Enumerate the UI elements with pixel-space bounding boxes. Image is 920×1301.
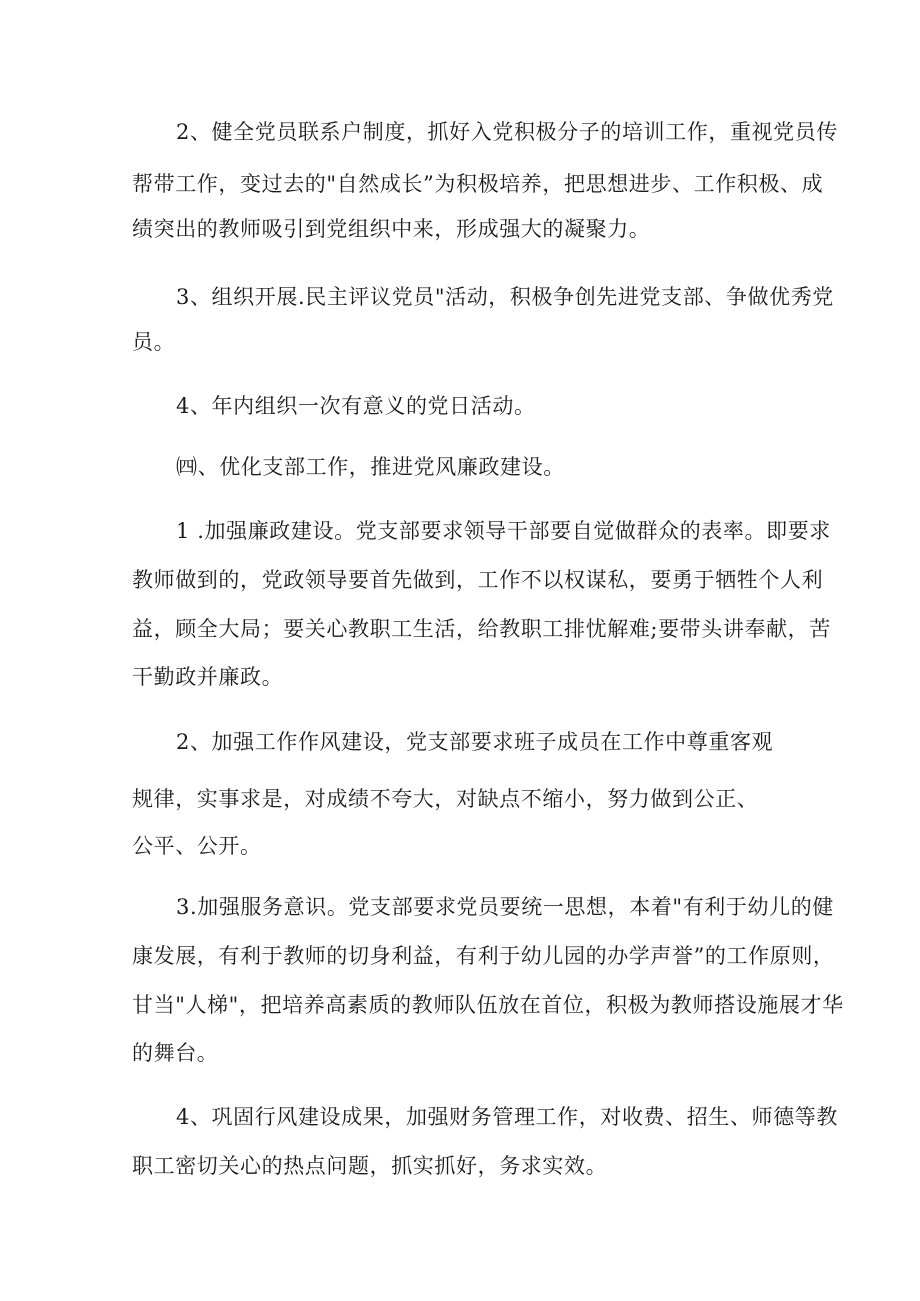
paragraph-8-line-1: 公平、公开。 bbox=[132, 834, 262, 858]
paragraph-5-line-4: 干勤政并廉政。 bbox=[132, 665, 284, 689]
paragraph-9-line-3: 甘当"人梯"，把培养高素质的教师队伍放在首位，积极为教师搭设施展才华 bbox=[132, 993, 844, 1017]
paragraph-10-line-2: 职工密切关心的热点问题，抓实抓好，务求实效。 bbox=[132, 1154, 608, 1178]
paragraph-1-line-2: 帮带工作，变过去的"自然成长”为积极培养，把思想进步、工作积极、成 bbox=[132, 172, 824, 196]
paragraph-7-line-1: 规律，实事求是，对成绩不夸大，对缺点不缩小，努力做到公正、 bbox=[132, 787, 759, 811]
paragraph-6-line-1: 2、加强工作作风建设，党支部要求班子成员在工作中尊重客观 bbox=[176, 730, 774, 754]
paragraph-5-line-1: 1 .加强廉政建设。党支部要求领导干部要自觉做群众的表率。即要求 bbox=[176, 519, 831, 543]
paragraph-9-line-4: 的舞台。 bbox=[132, 1041, 219, 1065]
paragraph-1-line-1: 2、健全党员联系户制度，抓好入党积极分子的培训工作，重视党员传 bbox=[176, 120, 838, 144]
paragraph-10-line-1: 4、巩固行风建设成果，加强财务管理工作，对收费、招生、师德等教 bbox=[176, 1105, 838, 1129]
paragraph-2-line-1: 3、组织开展.民主评议党员"活动，积极争创先进党支部、争做优秀党 bbox=[176, 285, 834, 309]
paragraph-2-line-2: 员。 bbox=[132, 330, 176, 354]
paragraph-5-line-3: 益，顾全大局；要关心教职工生活，给教职工排忧解难;要带头讲奉献，苦 bbox=[132, 617, 831, 641]
paragraph-1-line-3: 绩突出的教师吸引到党组织中来，形成强大的凝聚力。 bbox=[132, 217, 651, 241]
paragraph-5-line-2: 教师做到的，党政领导要首先做到，工作不以权谋私，要勇于牺牲个人利 bbox=[132, 568, 824, 592]
section-heading-4: ㈣、优化支部工作，推进党风廉政建设。 bbox=[176, 455, 565, 479]
paragraph-3-line-1: 4、年内组织一次有意义的党日活动。 bbox=[176, 394, 536, 418]
paragraph-9-line-2: 康发展，有利于教师的切身利益，有利于幼儿园的办学声誉”的工作原则， bbox=[132, 944, 835, 968]
paragraph-9-line-1: 3.加强服务意识。党支部要求党员要统一思想，本着"有利于幼儿的健 bbox=[176, 895, 834, 919]
